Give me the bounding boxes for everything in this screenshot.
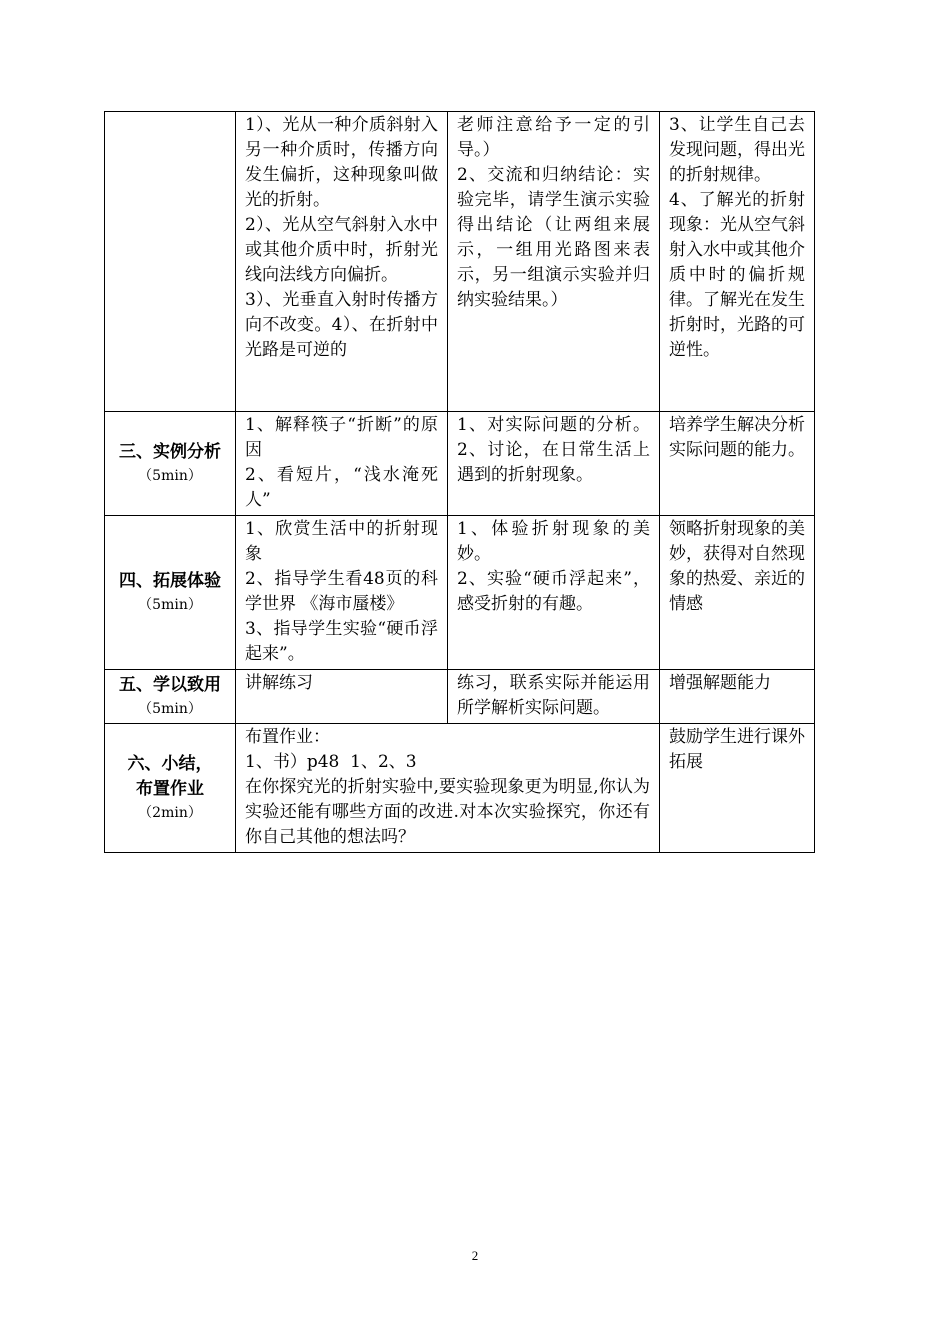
- stage-title: 六、小结，: [127, 753, 213, 774]
- table-row: [105, 112, 815, 412]
- student-activity-cell: [448, 112, 660, 412]
- cell-text: 2、看短片，“浅水淹死人”: [245, 465, 438, 510]
- cell-text: 增强解题能力: [669, 673, 771, 693]
- design-intent-cell: [660, 516, 815, 670]
- cell-text: 3、指导学生实验“硬币浮起来”。: [245, 619, 438, 664]
- page-number: 2: [471, 1248, 479, 1263]
- cell-text: 1）、光从一种介质斜射入另一种介质时，传播方向发生偏折，这种现象叫做光的折射。: [245, 115, 438, 210]
- stage-title: 五、学以致用: [119, 674, 221, 695]
- stage-time: （5min）: [138, 596, 202, 613]
- cell-text: 1、欣赏生活中的折射现象: [245, 519, 438, 564]
- table-row: [105, 670, 815, 724]
- design-intent-cell: [660, 112, 815, 412]
- design-intent-cell: [660, 670, 815, 724]
- cell-text: 老师注意给予一定的引导。）: [457, 115, 650, 160]
- cell-text: 布置作业：: [245, 727, 330, 747]
- stage-title: 三、实例分析: [119, 441, 221, 462]
- cell-text: 讲解练习: [245, 673, 313, 693]
- cell-text: 在你探究光的折射实验中,要实验现象更为明显,你认为实验还能有哪些方面的改进.对本次实验探究，你还有你自己其他的想法吗？: [245, 777, 650, 847]
- cell-text: 2、交流和归纳结论：实验完毕，请学生演示实验得出结论（让两组来展示，一组用光路图来表示，另一组演示实验并归纳实验结果。）: [457, 165, 650, 310]
- student-activity-cell: [448, 670, 660, 724]
- cell-text: 练习，联系实际并能运用所学解析实际问题。: [457, 673, 650, 718]
- table-row: [105, 516, 815, 670]
- stage-time: （5min）: [138, 467, 202, 484]
- cell-text: 2、实验“硬币浮起来”，感受折射的有趣。: [457, 569, 650, 614]
- stage-title: 四、拓展体验: [119, 570, 221, 591]
- cell-text: 2）、光从空气斜射入水中或其他介质中时，折射光线向法线方向偏折。: [245, 215, 438, 285]
- cell-text: 培养学生解决分析实际问题的能力。: [669, 415, 805, 460]
- student-activity-cell: [448, 412, 660, 516]
- cell-text: 1、书）p48 1、2、3: [245, 752, 417, 772]
- table-row: [105, 412, 815, 516]
- cell-text: 1、对实际问题的分析。2、讨论，在日常生活上遇到的折射现象。: [457, 415, 650, 485]
- student-activity-cell: [448, 516, 660, 670]
- homework-cell: [236, 724, 660, 853]
- cell-text: 1、体验折射现象的美妙。: [457, 519, 650, 564]
- cell-text: 鼓励学生进行课外拓展: [669, 727, 805, 772]
- stage-cell: [105, 724, 236, 853]
- stage-cell: [105, 112, 236, 412]
- teacher-activity-cell: [236, 112, 448, 412]
- stage-cell: [105, 412, 236, 516]
- teacher-activity-cell: [236, 516, 448, 670]
- cell-text: 3）、光垂直入射时传播方向不改变。4）、在折射中光路是可逆的: [245, 290, 438, 360]
- stage-time: （5min）: [138, 700, 202, 717]
- teacher-activity-cell: [236, 412, 448, 516]
- table-row: [105, 724, 815, 853]
- teacher-activity-cell: [236, 670, 448, 724]
- lesson-plan-table: [104, 111, 815, 853]
- cell-text: 2、指导学生看48页的科学世界 《海市蜃楼》: [245, 569, 438, 614]
- cell-text: 4、了解光的折射现象：光从空气斜射入水中或其他介质中时的偏折规律。了解光在发生折射时，光路的可逆性。: [669, 190, 805, 360]
- stage-cell: [105, 516, 236, 670]
- stage-time: （2min）: [138, 804, 202, 821]
- cell-text: 领略折射现象的美妙，获得对自然现象的热爱、亲近的情感: [669, 519, 805, 614]
- stage-title: 布置作业: [136, 778, 204, 799]
- cell-text: 3、让学生自己去发现问题，得出光的折射规律。: [669, 115, 805, 185]
- design-intent-cell: [660, 412, 815, 516]
- stage-cell: [105, 670, 236, 724]
- design-intent-cell: [660, 724, 815, 853]
- cell-text: 1、解释筷子“折断”的原因: [245, 415, 438, 460]
